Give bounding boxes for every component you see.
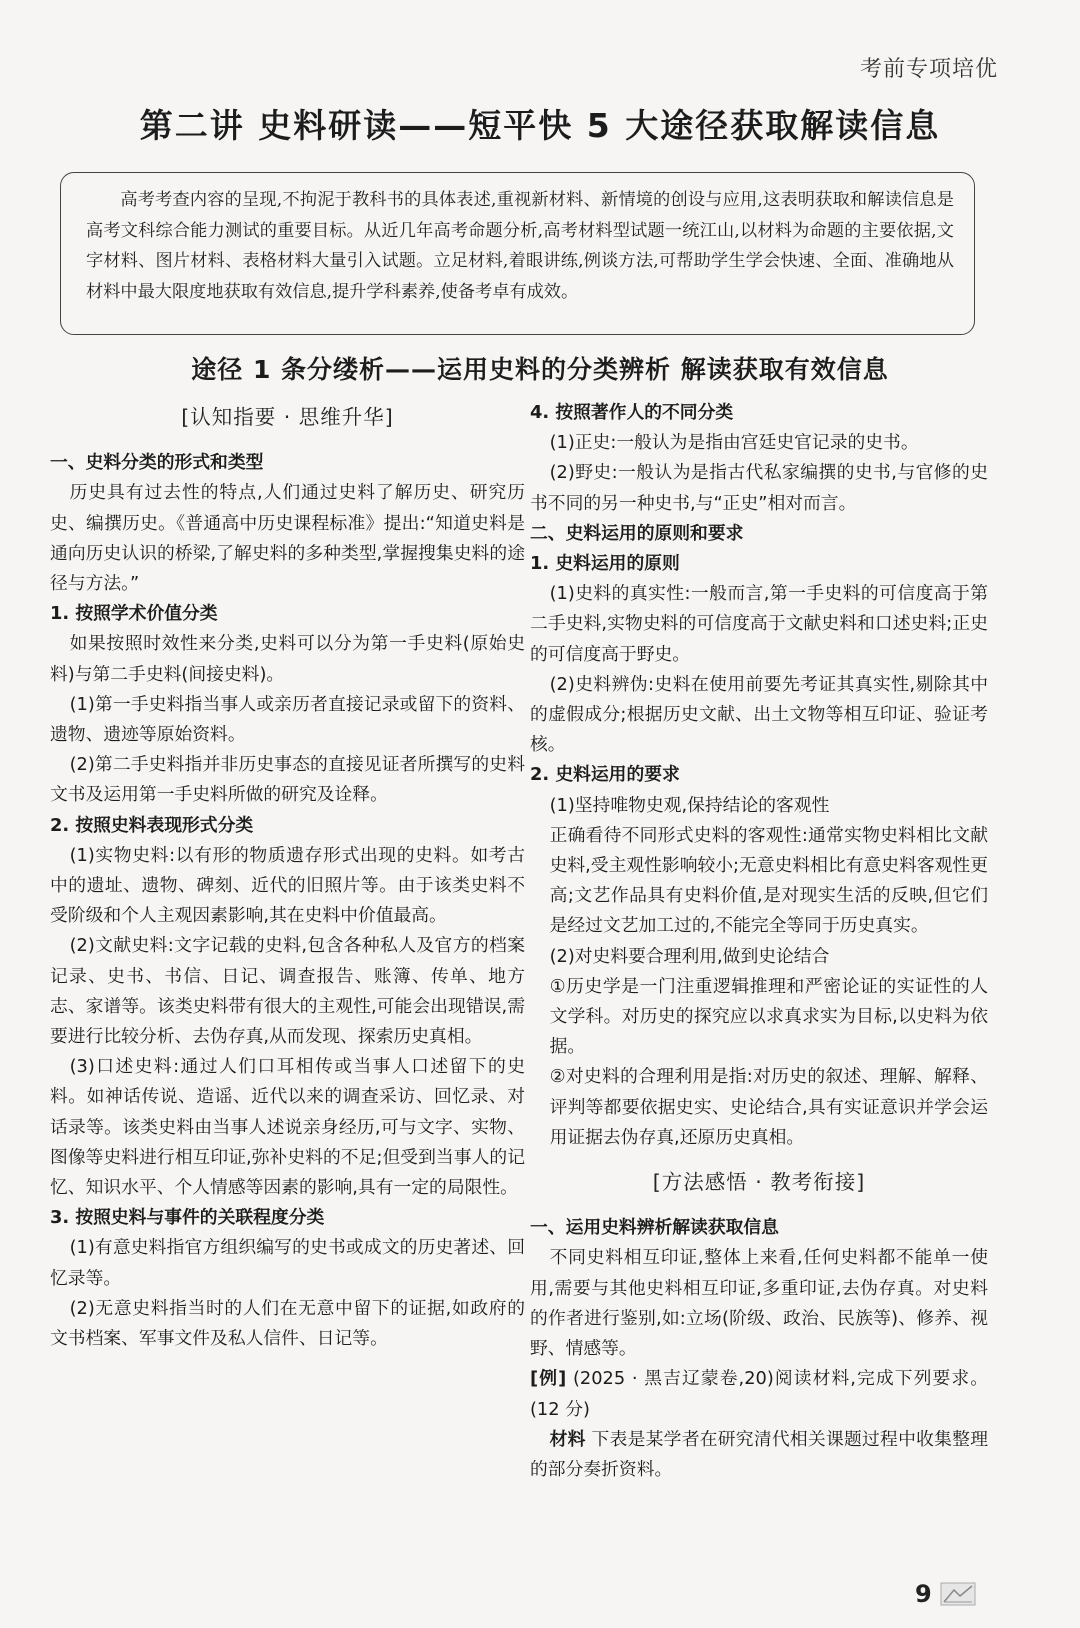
paragraph: (1)史料的真实性:一般而言,第一手史料的可信度高于第二手史料,实物史料的可信度高于文献史料和口述史料;正史的可信度高于野史。: [530, 583, 988, 665]
section-heading: 二、史料运用的原则和要求: [530, 522, 744, 544]
item-heading: 2. 按照史料表现形式分类: [50, 814, 254, 836]
left-column: [50, 398, 525, 1354]
section-header: 考前专项培优: [860, 57, 999, 82]
intro-text: 高考考查内容的呈现,不拘泥于教科书的具体表述,重视新材料、新情境的创设与应用,这表明获取和解读信息是高考文科综合能力测试的重要目标。从近几年高考命题分析,高考材料型试题一统江山,以材料为命题的主要依据,文字材料、图片材料、表格材料大量引入试题。立足材料,着眼讲练,例谈方法,可帮助学生学会快速、全面、准确地从材料中最大限度地获取有效信息,提升学科素养,使备考卓有成效。: [86, 190, 954, 302]
subsection-heading: [方法感悟 · 教考衔接]: [652, 1170, 866, 1195]
paragraph: (3)口述史料:通过人们口耳相传或当事人口述留下的史料。如神话传说、造谣、近代以来的调查采访、回忆录、对话录等。该类史料由当事人述说亲身经历,可与文字、实物、图像等史料进行相互印证,弥补史料的不足;但受到当事人的记忆、知识水平、个人情感等因素的影响,具有一定的局限性。: [50, 1056, 525, 1199]
page-corner-icon: [940, 1582, 976, 1606]
route-heading: 途径 1 条分缕析——运用史料的分类辨析 解读获取有效信息: [191, 355, 889, 384]
page-title: 第二讲 史料研读——短平快 5 大途径获取解读信息: [139, 106, 941, 145]
material-label: 材料: [549, 1428, 586, 1450]
item-heading: 2. 史料运用的要求: [530, 764, 680, 786]
paragraph: (2)无意史料指当时的人们在无意中留下的证据,如政府的文书档案、军事文件及私人信件、日记等。: [50, 1297, 525, 1350]
item-heading: 1. 史料运用的原则: [530, 553, 680, 575]
example-label: [例]: [530, 1368, 567, 1390]
intro-box: [60, 172, 975, 335]
page-number: 9: [915, 1580, 932, 1608]
paragraph: 历史具有过去性的特点,人们通过史料了解历史、研究历史、编撰历史。《普通高中历史课程标准》提出:“知道史料是通向历史认识的桥梁,了解史料的多种类型,掌握搜集史料的途径与方法。”: [50, 482, 525, 595]
material-text: 下表是某学者在研究清代相关课题过程中收集整理的部分奏折资料。: [530, 1428, 988, 1480]
subsection-heading: [认知指要 · 思维升华]: [181, 405, 394, 429]
paragraph: (2)野史:一般认为是指古代私家编撰的史书,与官修的史书不同的另一种史书,与“正史”相对而言。: [530, 462, 988, 514]
paragraph: (1)正史:一般认为是指由宫廷史官记录的史书。: [549, 432, 919, 454]
paragraph: (1)实物史料:以有形的物质遗存形式出现的史料。如考古中的遗址、遗物、碑刻、近代的旧照片等。由于该类史料不受阶级和个人主观因素影响,其在史料中价值最高。: [50, 844, 525, 927]
material-paragraph: [530, 1425, 988, 1485]
paragraph: (2)史料辨伪:史料在使用前要先考证其真实性,剔除其中的虚假成分;根据历史文献、出土文物等相互印证、验证考核。: [530, 673, 988, 756]
paragraph: (2)对史料要合理利用,做到史论结合: [549, 945, 830, 967]
paragraph: 如果按照时效性来分类,史料可以分为第一手史料(原始史料)与第二手史料(间接史料)。: [50, 633, 525, 685]
paragraph: 正确看待不同形式史料的客观性:通常实物史料相比文献史料,受主观性影响较小;无意史料相比有意史料客观性更高;文艺作品具有史料价值,是对现实生活的反映,但它们是经过文艺加工过的,不能完全等同于历史真实。: [549, 824, 988, 937]
section-heading: 一、史料分类的形式和类型: [50, 452, 264, 474]
right-column: [530, 398, 988, 1485]
paragraph: (2)第二手史料指并非历史事态的直接见证者所撰写的史料文书及运用第一手史料所做的研究及诠释。: [50, 754, 525, 806]
paragraph: ②对史料的合理利用是指:对历史的叙述、理解、解释、评判等都要依据史实、史论结合,具有实证意识并学会运用证据去伪存真,还原历史真相。: [549, 1066, 988, 1148]
section-heading: 一、运用史料辨析解读获取信息: [530, 1217, 779, 1239]
paragraph: 不同史料相互印证,整体上来看,任何史料都不能单一使用,需要与其他史料相互印证,多重印证,去伪存真。对史料的作者进行鉴别,如:立场(阶级、政治、民族等)、修养、视野、情感等。: [530, 1247, 988, 1360]
paragraph: (1)第一手史料指当事人或亲历者直接记录或留下的资料、遗物、遗迹等原始资料。: [50, 693, 525, 746]
example-text: (2025 · 黑吉辽蒙卷,20)阅读材料,完成下列要求。(12 分): [530, 1368, 988, 1420]
paragraph: (1)坚持唯物史观,保持结论的客观性: [549, 794, 830, 816]
paragraph: (2)文献史料:文字记载的史料,包含各种私人及官方的档案记录、史书、书信、日记、调查报告、账簿、传单、地方志、家谱等。该类史料带有很大的主观性,可能会出现错误,需要进行比较分析、去伪存真,从而发现、探索历史真相。: [50, 935, 525, 1048]
paragraph: (1)有意史料指官方组织编写的史书或成文的历史著述、回忆录等。: [50, 1237, 525, 1289]
example-paragraph: [530, 1364, 988, 1424]
item-heading: 4. 按照著作人的不同分类: [530, 402, 734, 423]
paragraph: ①历史学是一门注重逻辑推理和严密论证的实证性的人文学科。对历史的探究应以求真求实为目标,以史料为依据。: [549, 975, 988, 1058]
item-heading: 3. 按照史料与事件的关联程度分类: [50, 1207, 325, 1229]
item-heading: 1. 按照学术价值分类: [50, 603, 218, 625]
